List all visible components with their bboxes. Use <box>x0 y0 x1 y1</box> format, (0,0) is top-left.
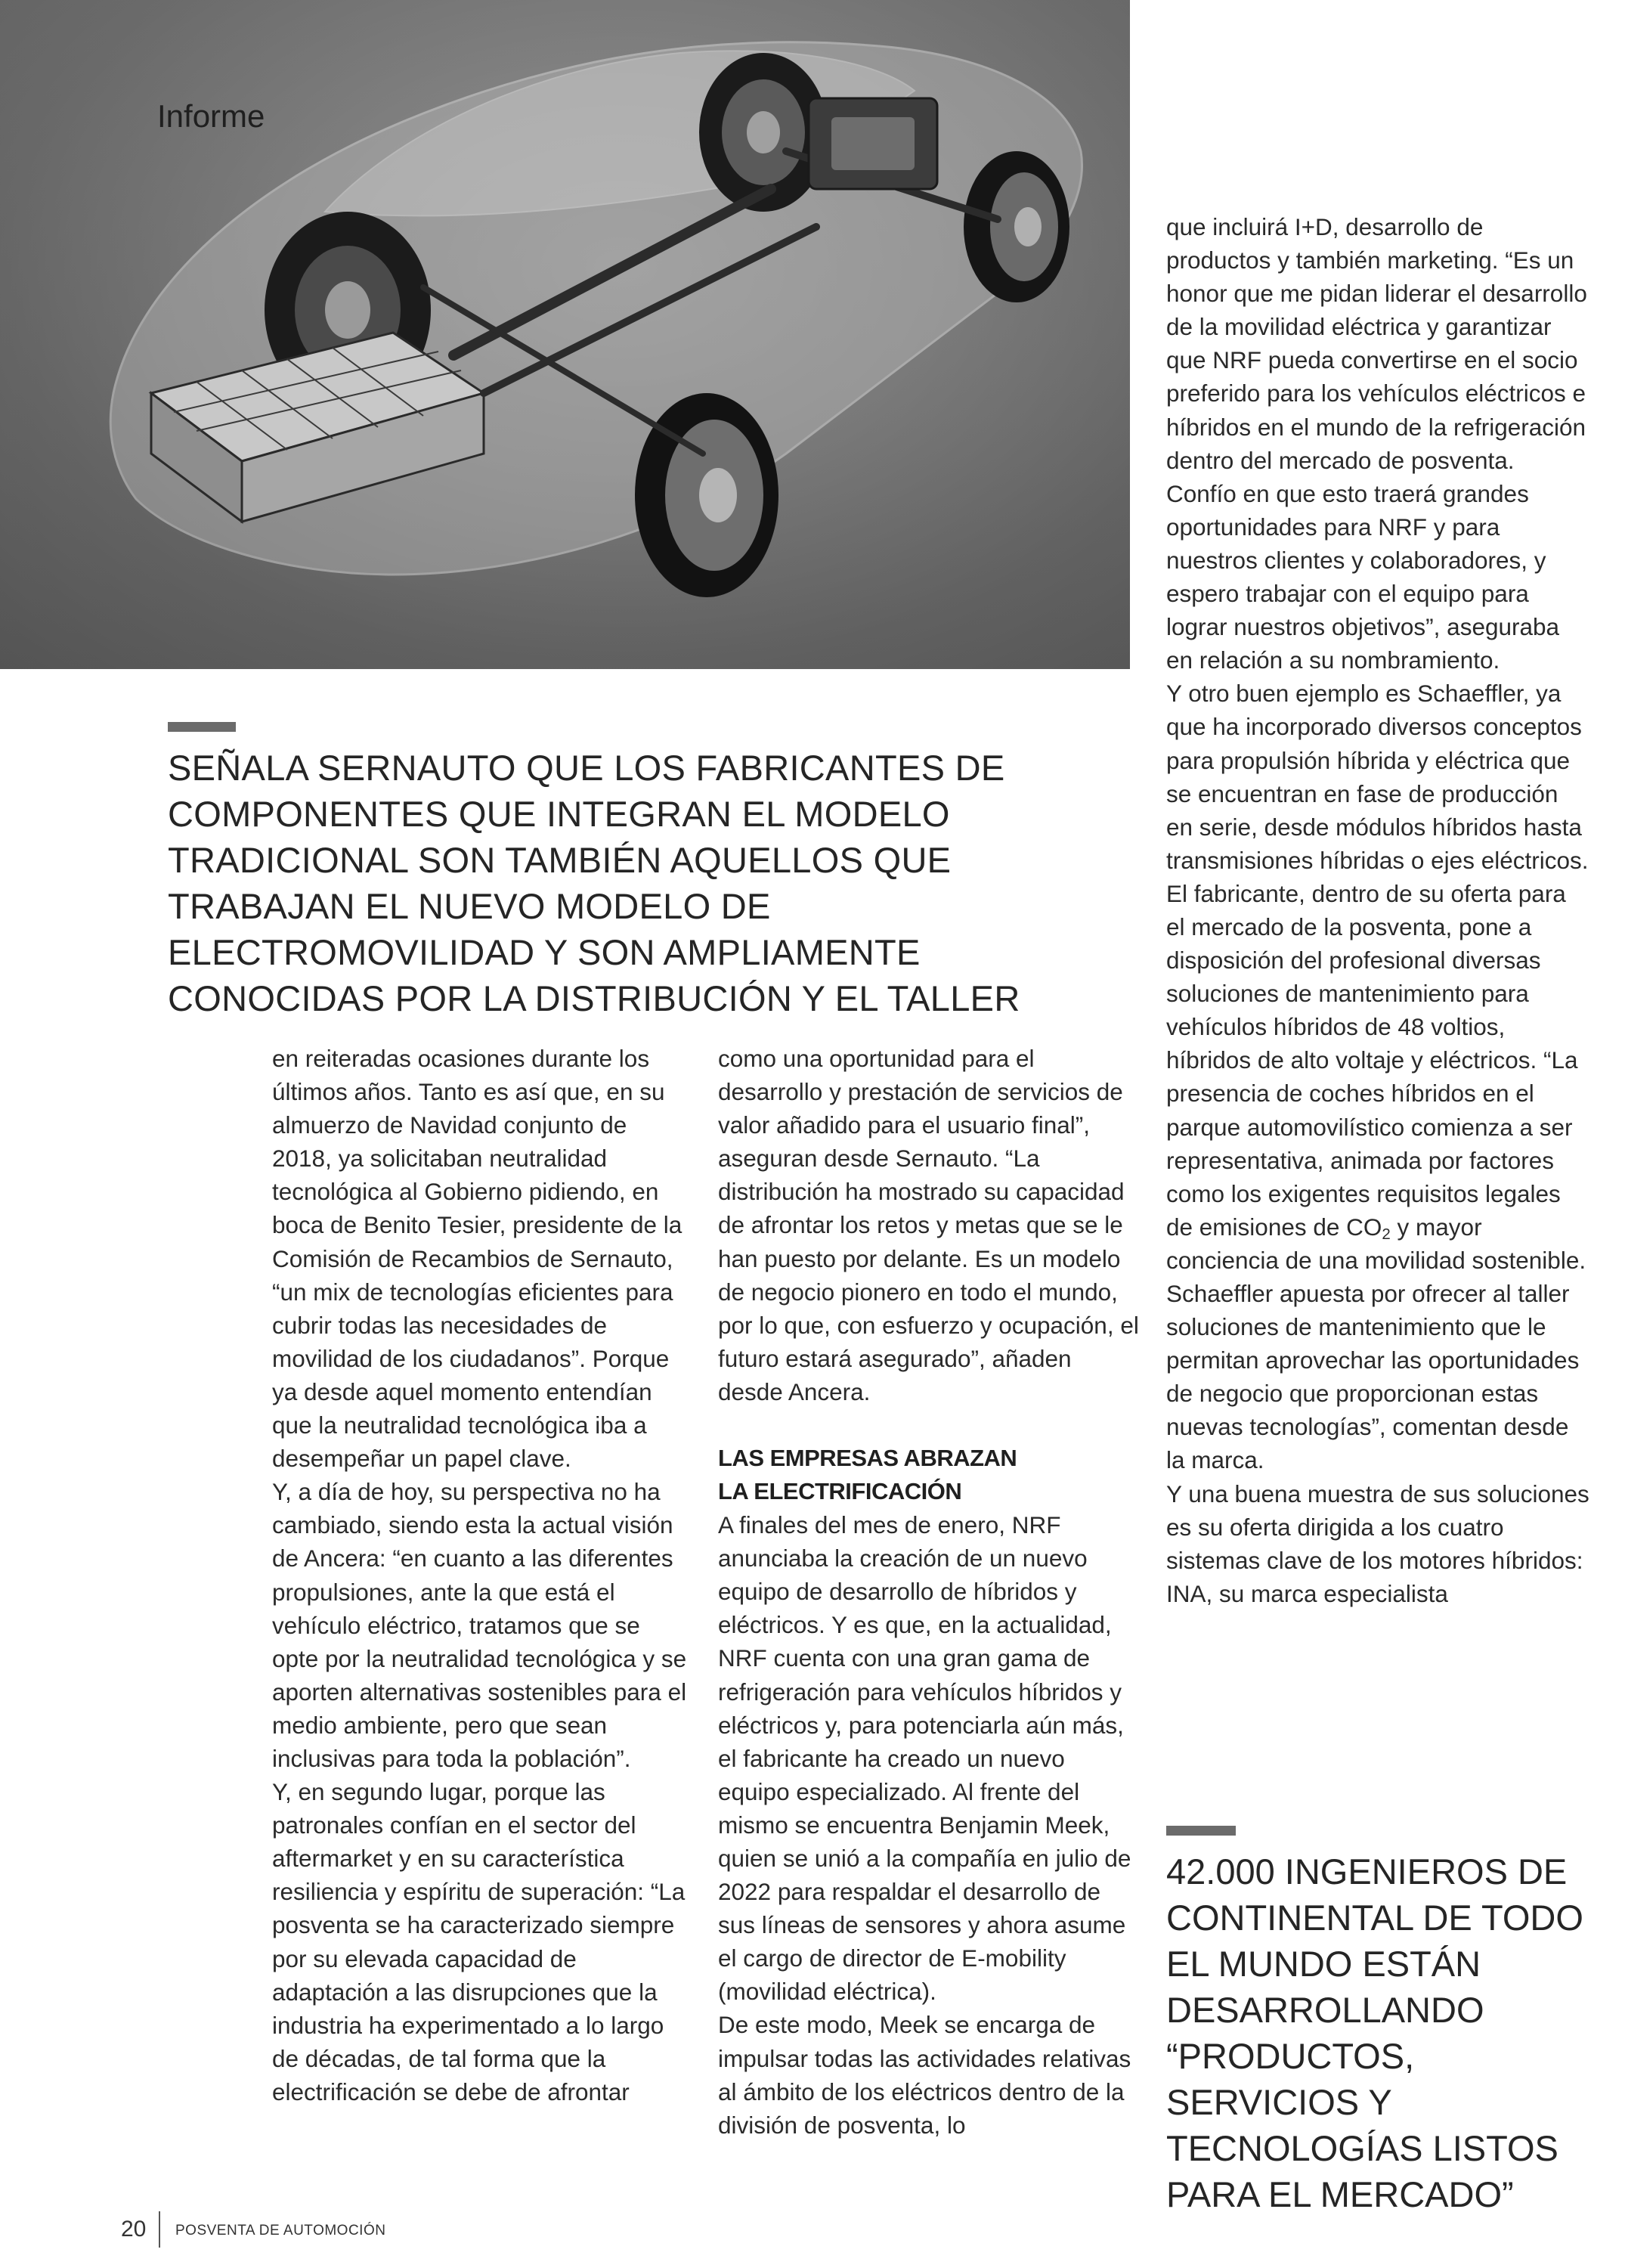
pullquote-bottom: 42.000 INGENIEROS DE CONTINENTAL DE TODO EL MUNDO ESTÁN DESARROLLANDO “PRODUCTOS, SERVICIOS Y TECNOLOGÍAS LISTOS PARA EL MERCADO” <box>1166 1851 1583 2214</box>
paragraph <box>1166 677 1589 1476</box>
motor-block <box>809 98 937 189</box>
paragraph-text: y mayor conciencia de una movilidad sostenible. Schaeffler apuesta por ofrecer al taller soluciones de mantenimiento que le permitan aprovechar las oportunidades de negocio que proporcionan estas nuevas tecnologías”, comentan desde la marca. <box>1166 1213 1586 1474</box>
paragraph: A finales del mes de enero, NRF anunciaba la creación de un nuevo equipo de desarrollo de híbridos y eléctricos. Y es que, en la actualidad, NRF cuenta con una gran gama de refrigeración para vehículos híbridos y eléctricos y, para potenciarla aún más, el fabricante ha creado un nuevo equipo especializado. Al frente del mismo se encuentra Benjamin Meek, quien se unió a la compañía en julio de 2022 para respaldar el desarrollo de sus líneas de sensores y ahora asume el cargo de director de E-mobility (movilidad eléctrica). <box>718 1511 1131 2006</box>
paragraph: Y, en segundo lugar, porque las patronales confían en el sector del aftermarket y en su característica resiliencia y espíritu de superación: “La posventa se ha caracterizado siempre por su elevada capacidad de adaptación a las disrupciones que la industria ha experimentado a lo largo de décadas, de tal forma que la electrificación se debe de afrontar <box>272 1778 686 2105</box>
page-number: 20 <box>121 2217 147 2242</box>
pullquote-top: SEÑALA SERNAUTO QUE LOS FABRICANTES DE COMPONENTES QUE INTEGRAN EL MODELO TRADICIONAL SON TAMBIÉN AQUELLOS QUE TRABAJAN EL NUEVO MODELO DE ELECTROMOVILIDAD Y SON AMPLIAMENTE CONOCIDAS POR LA DISTRIBUCIÓN Y EL TALLER <box>168 748 1020 1018</box>
front-wheel-bottom-right <box>964 151 1069 302</box>
section-heading-line-2: LA ELECTRIFICACIÓN <box>718 1478 962 1505</box>
article-column-2 <box>718 1042 1141 2142</box>
paragraph: que incluirá I+D, desarrollo de productos y también marketing. “Es un honor que me pidan liderar el desarrollo de la movilidad eléctrica y garantizar que NRF pueda convertirse en el socio preferido para los vehículos eléctricos e híbridos en el mundo de la refrigeración dentro del mercado de posventa. Confío en que esto traerá grandes oportunidades para NRF y para nuestros clientes y colaboradores, y espero trabajar con el equipo para lograr nuestros objetivos”, aseguraba en relación a su nombramiento. <box>1166 213 1587 674</box>
paragraph-text: Y otro buen ejemplo es Schaeffler, ya que ha incorporado diversos conceptos para propulsión híbrida y eléctrica que se encuentran en fase de producción en serie, desde módulos híbridos hasta transmisiones híbridas o ejes eléctricos. El fabricante, dentro de su oferta para el mercado de la posventa, pone a disposición del profesional diversas soluciones de mantenimiento para vehículos híbridos de 48 voltios, híbridos de alto voltaje y eléctricos. “La presencia de coches híbridos en el parque automovilístico comienza a ser representativa, animada por factores como los exigentes requisitos legales de emisiones de CO <box>1166 680 1589 1241</box>
paragraph: Y, a día de hoy, su perspectiva no ha cambiado, siendo esta la actual visión de Ancera: “en cuanto a las diferentes propulsiones, ante la que está el vehículo eléctrico, tratamos que se opte por la neutralidad tecnológica y se aporten alternativas sostenibles para el medio ambiente, pero que sean inclusivas para toda la población”. <box>272 1478 687 1772</box>
paragraph: en reiteradas ocasiones durante los últimos años. Tanto es así que, en su almuerzo de Navidad conjunto de 2018, ya solicitaban neutralidad tecnológica al Gobierno pidiendo, en boca de Benito Tesier, presidente de la Comisión de Recambios de Sernauto, “un mix de tecnologías eficientes para cubrir todas las necesidades de movilidad de los ciudadanos”. Porque ya desde aquel momento entendían que la neutralidad tecnológica iba a desempeñar un papel clave. <box>272 1045 682 1473</box>
paragraph: Y una buena muestra de sus soluciones es su oferta dirigida a los cuatro sistemas clave de los motores híbridos: INA, su marca especialista <box>1166 1479 1589 1607</box>
paragraph: como una oportunidad para el desarrollo y prestación de servicios de valor añadido para el usuario final”, aseguran desde Sernauto. “La distribución ha mostrado su capacidad de afrontar los retos y metas que se le han puesto por delante. Es un modelo de negocio pionero en todo el mundo, por lo que, con esfuerzo y ocupación, el futuro estará asegurado”, añaden desde Ancera. <box>718 1045 1139 1405</box>
section-heading <box>718 1442 1141 1508</box>
publication-name: POSVENTA DE AUTOMOCIÓN <box>175 2223 386 2239</box>
paragraph: De este modo, Meek se encarga de impulsar todas las actividades relativas al ámbito de los eléctricos dentro de la división de posventa, lo <box>718 2011 1131 2139</box>
footer-divider <box>159 2211 160 2248</box>
subscript: 2 <box>1382 1225 1391 1243</box>
article-column-3 <box>1166 210 1589 1610</box>
pullquote-bottom-bar <box>1166 1826 1236 1836</box>
pullquote-top-bar <box>168 722 236 732</box>
section-heading-line-1: LAS EMPRESAS ABRAZAN <box>718 1445 1017 1472</box>
section-label: Informe <box>157 98 265 134</box>
article-column-1 <box>272 1042 692 2108</box>
